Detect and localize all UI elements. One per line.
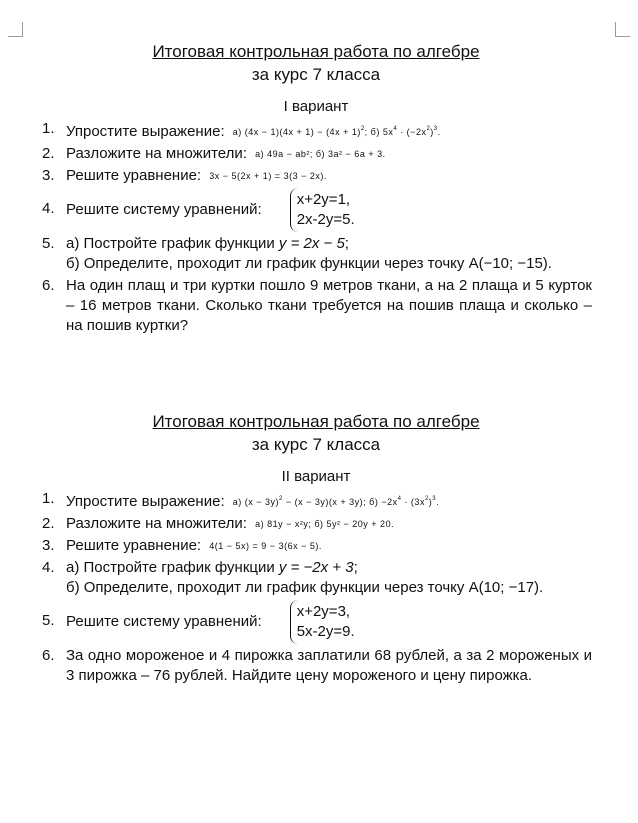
equation-system: x+2y=1, 2x-2y=5. [290, 188, 355, 232]
task-3: 3. Решите уравнение: 4(1 − 5x) = 9 − 3(6x − 5). [42, 537, 322, 554]
task-1-expression: а) $(4x - 1)(4x + 1) - (4x + 1)^2$; б) $5x^4 \cdot (-2x^2)^3$. [232, 126, 441, 137]
task-4: 4. а) Постройте график функции y = −2x + 3; б) Определите, проходит ли график функции через точку А(10; −17). [42, 559, 544, 596]
page-corner-mark-left [8, 22, 23, 37]
page-corner-mark-right [615, 22, 630, 37]
task-1: 1. Упростите выражение: а) $(x - 3y)^2 - (x - 3y)(x + 3y)$; $б) -2x^4 \cdot (3x^2)^3$. [42, 490, 440, 510]
task-2-expression: а) 49a − ab²; б) 3a² − 6a + 3. [255, 149, 386, 159]
task-5: 5. а) Постройте график функции y = 2x − 5; б) Определите, проходит ли график функции через точку А(−10; −15). [42, 235, 552, 272]
task-1: 1. Упростите выражение: а) $(4x - 1)(4x + 1) - (4x + 1)^2$; б) $5x^4 \cdot (-2x^2)^3$. [42, 120, 441, 140]
task-3: 3. Решите уравнение: 3x − 5(2x + 1) = 3(3 − 2x). [42, 167, 327, 184]
task-2: 2. Разложите на множители: а) 81y − x²y; б) 5y² − 20y + 20. [42, 515, 395, 532]
title-line-2: за курс 7 класса [251, 65, 381, 84]
task-3-expression: 3x − 5(2x + 1) = 3(3 − 2x). [209, 171, 327, 181]
title-line-1: Итоговая контрольная работа по алгебре [152, 42, 480, 61]
task-2-expression: а) 81y − x²y; б) 5y² − 20y + 20. [255, 519, 395, 529]
task-5: 5. Решите систему уравнений: x+2y=3, 5x-2y=9. [40, 600, 592, 644]
task-3-expression: 4(1 − 5x) = 9 − 3(6x − 5). [209, 541, 322, 551]
task-1-expression: а) $(x - 3y)^2 - (x - 3y)(x + 3y)$; $б) -2x^4 \cdot (3x^2)^3$. [232, 496, 440, 507]
variant-name: I вариант [283, 98, 349, 115]
equation-system: x+2y=3, 5x-2y=9. [290, 600, 355, 644]
variant-name: II вариант [281, 468, 351, 485]
task-6: 6. За одно мороженое и 4 пирожка заплатили 68 рублей, а за 2 мороженых и 3 пирожка – 76 рублей. Найдите цену мороженого и цену пирожка. [42, 647, 592, 684]
task-2: 2. Разложите на множители: а) 49a − ab²; б) 3a² − 6a + 3. [42, 145, 386, 162]
title-line-2: за курс 7 класса [251, 435, 381, 454]
variant-1 [40, 40, 592, 338]
task-4: 4. Решите систему уравнений: x+2y=1, 2x-2y=5. [40, 188, 592, 232]
variant-title [40, 410, 592, 456]
task-6: 6. На один плащ и три куртки пошло 9 метров ткани, а на 2 плаща и 5 курток – 16 метров ткани. Сколько ткани требуется на пошив плаща и сколько – на пошив куртки? [42, 277, 592, 334]
task-list [40, 489, 592, 686]
variant-title [40, 40, 592, 86]
title-line-1: Итоговая контрольная работа по алгебре [152, 412, 480, 431]
task-list [40, 119, 592, 336]
variant-2 [40, 410, 592, 688]
